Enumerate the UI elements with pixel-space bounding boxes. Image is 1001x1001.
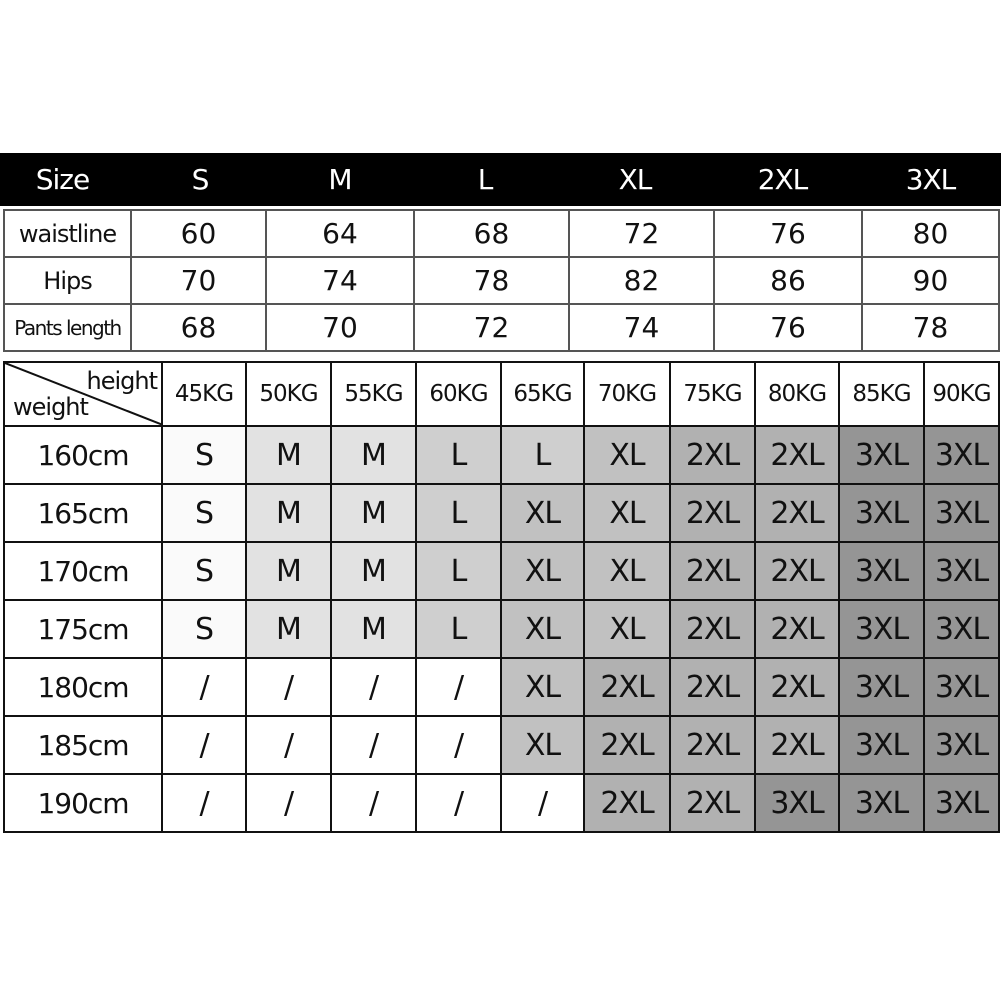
size-cell: XL [501,484,584,542]
header-size-xl: XL [618,163,652,196]
size-cell: 2XL [670,600,755,658]
size-cell: M [246,426,331,484]
size-cell: S [162,426,246,484]
cell: 60 [131,210,266,257]
weight-col-header: 90KG [924,362,999,426]
row-pants-length [4,304,999,351]
fit-row-175cm [4,600,999,658]
row-label: Pants length [4,304,131,351]
cell: 76 [714,304,862,351]
size-cell: / [416,716,501,774]
size-cell: / [162,658,246,716]
size-cell: S [162,600,246,658]
size-cell: M [331,484,416,542]
header-size-l: L [477,163,493,196]
cell: 86 [714,257,862,304]
size-cell: 3XL [924,658,999,716]
fit-row-180cm [4,658,999,716]
weight-col-header: 45KG [162,362,246,426]
size-cell: M [331,542,416,600]
size-cell: XL [501,542,584,600]
fit-row-185cm [4,716,999,774]
cell: 72 [414,304,569,351]
size-cell: L [416,426,501,484]
fit-row-165cm [4,484,999,542]
row-waistline [4,210,999,257]
height-row-header: 190cm [4,774,162,832]
size-cell: 3XL [924,426,999,484]
fit-header-row [4,362,999,426]
size-cell: 2XL [670,774,755,832]
size-header-bar [0,153,1001,206]
size-cell: 3XL [924,600,999,658]
corner-cell [4,362,162,426]
header-size-label: Size [35,163,90,196]
cell: 90 [862,257,999,304]
size-cell: S [162,542,246,600]
size-cell: 3XL [839,774,924,832]
size-cell: XL [584,426,670,484]
size-cell: 3XL [839,426,924,484]
size-cell: 2XL [755,600,839,658]
size-cell: 2XL [755,484,839,542]
cell: 74 [266,257,414,304]
fit-table [3,361,1000,833]
size-cell: / [246,716,331,774]
size-cell: L [416,600,501,658]
corner-weight-label: weight [13,393,88,421]
size-cell: M [331,600,416,658]
cell: 70 [131,257,266,304]
size-cell: / [331,716,416,774]
size-cell: 2XL [755,716,839,774]
size-cell: 2XL [755,658,839,716]
cell: 68 [131,304,266,351]
weight-col-header: 55KG [331,362,416,426]
size-cell: M [246,542,331,600]
size-cell: 2XL [755,426,839,484]
weight-col-header: 65KG [501,362,584,426]
size-cell: XL [501,658,584,716]
cell: 80 [862,210,999,257]
size-cell: / [246,658,331,716]
height-row-header: 175cm [4,600,162,658]
size-cell: 3XL [839,658,924,716]
size-cell: 2XL [670,658,755,716]
cell: 74 [569,304,714,351]
size-cell: 2XL [670,426,755,484]
size-cell: / [331,774,416,832]
size-cell: 2XL [670,716,755,774]
weight-col-header: 50KG [246,362,331,426]
weight-col-header: 80KG [755,362,839,426]
size-cell: / [162,774,246,832]
cell: 70 [266,304,414,351]
size-cell: / [162,716,246,774]
size-cell: 3XL [839,600,924,658]
weight-col-header: 60KG [416,362,501,426]
row-label: Hips [4,257,131,304]
size-cell: XL [584,542,670,600]
cell: 68 [414,210,569,257]
size-cell: 2XL [584,774,670,832]
row-hips [4,257,999,304]
size-cell: 3XL [839,716,924,774]
cell: 82 [569,257,714,304]
header-size-s: S [191,163,209,196]
size-cell: XL [501,716,584,774]
size-cell: 3XL [839,542,924,600]
size-cell: / [416,658,501,716]
cell: 76 [714,210,862,257]
corner-height-label: height [86,367,157,395]
size-cell: 2XL [755,542,839,600]
size-cell: 3XL [839,484,924,542]
height-row-header: 170cm [4,542,162,600]
cell: 64 [266,210,414,257]
size-cell: 3XL [924,542,999,600]
size-cell: S [162,484,246,542]
fit-row-190cm [4,774,999,832]
weight-col-header: 70KG [584,362,670,426]
size-cell: / [501,774,584,832]
fit-row-160cm [4,426,999,484]
header-size-3xl: 3XL [905,163,956,196]
size-cell: L [416,542,501,600]
height-row-header: 185cm [4,716,162,774]
size-cell: 3XL [924,484,999,542]
cell: 78 [414,257,569,304]
size-cell: 3XL [755,774,839,832]
size-cell: 3XL [924,716,999,774]
measurement-table [3,209,1000,352]
weight-col-header: 85KG [839,362,924,426]
height-row-header: 165cm [4,484,162,542]
size-cell: XL [584,600,670,658]
size-cell: / [246,774,331,832]
size-cell: XL [501,600,584,658]
header-size-2xl: 2XL [757,163,808,196]
size-cell: M [331,426,416,484]
size-cell: / [416,774,501,832]
size-cell: L [501,426,584,484]
size-cell: M [246,484,331,542]
size-cell: M [246,600,331,658]
size-cell: XL [584,484,670,542]
weight-col-header: 75KG [670,362,755,426]
header-size-m: M [328,163,352,196]
cell: 78 [862,304,999,351]
fit-row-170cm [4,542,999,600]
size-cell: L [416,484,501,542]
size-cell: 2XL [584,658,670,716]
size-cell: 3XL [924,774,999,832]
height-row-header: 180cm [4,658,162,716]
size-cell: 2XL [670,542,755,600]
size-cell: / [331,658,416,716]
cell: 72 [569,210,714,257]
size-cell: 2XL [670,484,755,542]
size-cell: 2XL [584,716,670,774]
row-label: waistline [4,210,131,257]
height-row-header: 160cm [4,426,162,484]
